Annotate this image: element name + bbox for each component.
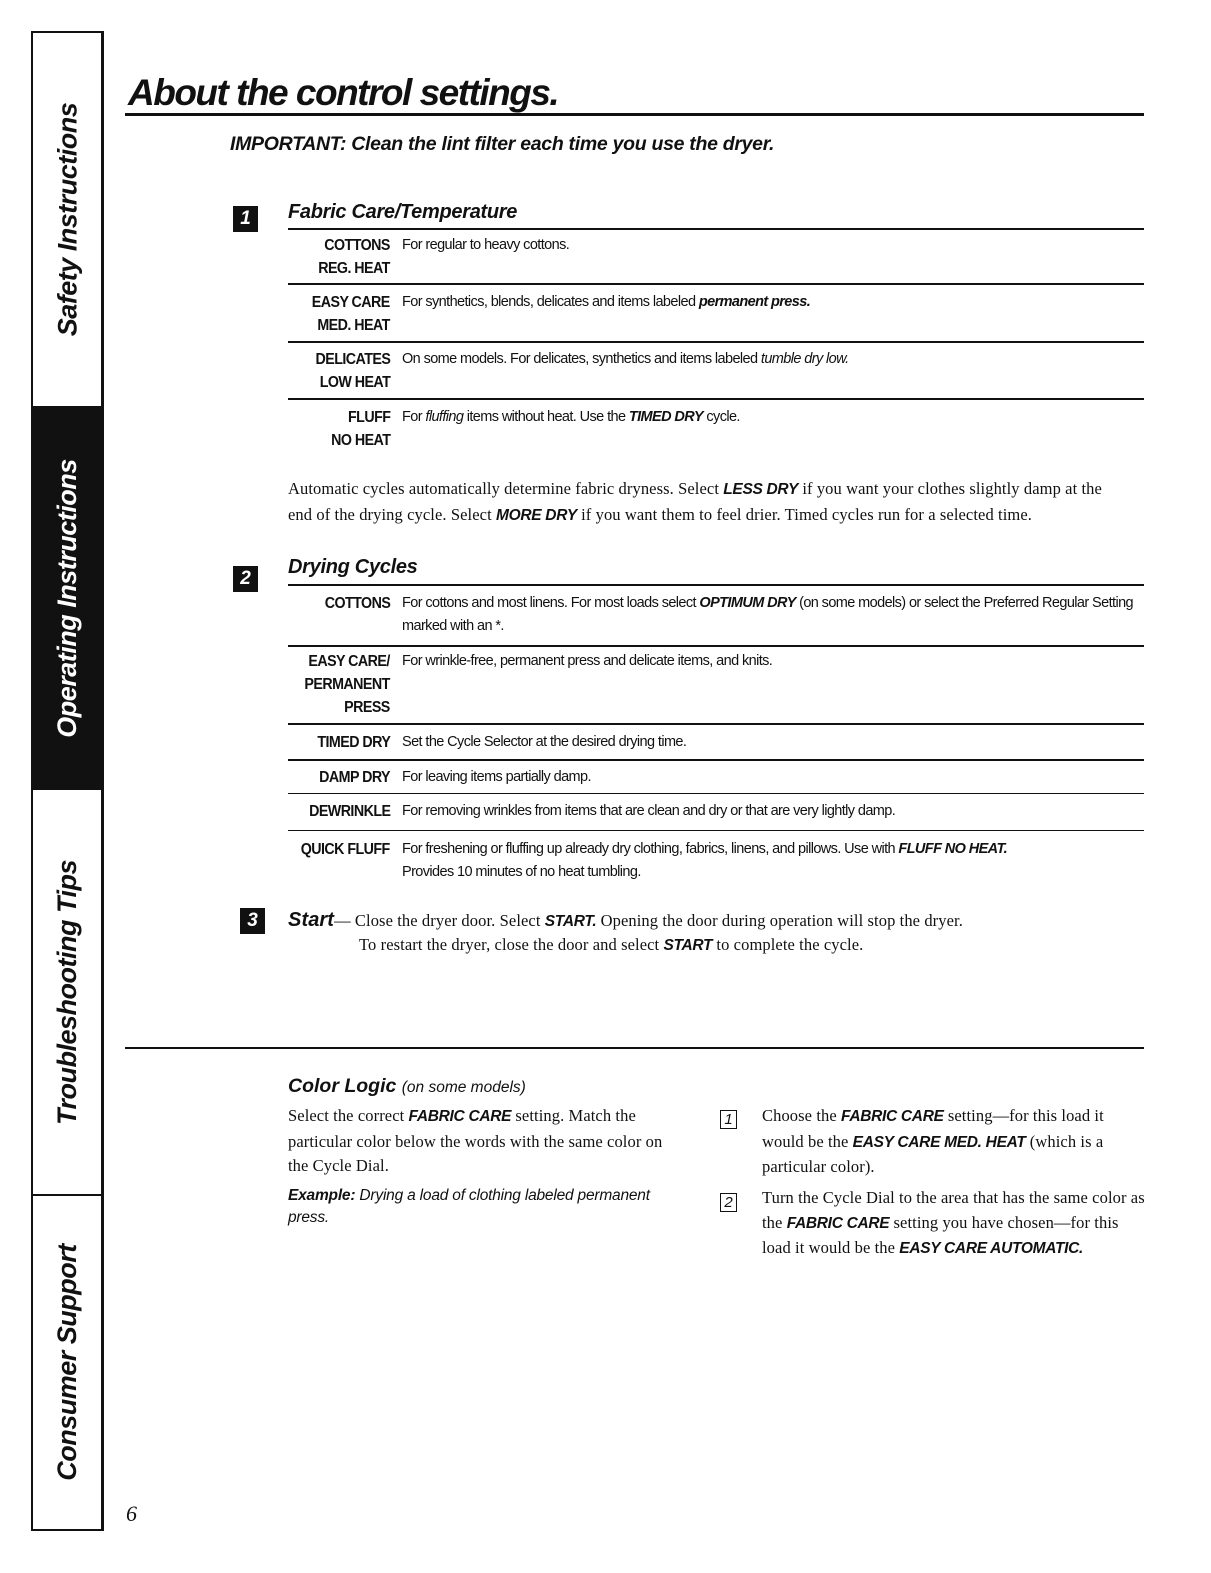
tab-label: Operating Instructions bbox=[52, 458, 82, 738]
row-rule bbox=[288, 645, 1144, 647]
tab-divider bbox=[101, 31, 104, 1531]
row-term: TIMED DRY bbox=[317, 734, 390, 751]
section-tab-strip bbox=[31, 31, 102, 1531]
tab-label: Safety Instructions bbox=[52, 102, 82, 337]
step-box-2: 2 bbox=[720, 1193, 737, 1212]
row-term: DAMP DRY bbox=[319, 769, 390, 786]
row-term: FLUFF NO HEAT bbox=[330, 409, 390, 449]
step-number-3: 3 bbox=[240, 908, 265, 934]
page-number: 6 bbox=[126, 1501, 137, 1526]
row-description: For leaving items partially damp. bbox=[402, 769, 591, 785]
start-paragraph-line2: To restart the dryer, close the door and select START to complete the cycle. bbox=[359, 935, 864, 954]
row-description: For synthetics, blends, delicates and items labeled permanent press. bbox=[402, 294, 811, 310]
row-term: DEWRINKLE bbox=[308, 803, 390, 820]
row-description: For fluffing items without heat. Use the TIMED DRY cycle. bbox=[402, 409, 740, 425]
row-term: QUICK FLUFF bbox=[301, 841, 390, 858]
tab-label: Troubleshooting Tips bbox=[52, 859, 82, 1125]
row-term: EASY CARE MED. HEAT bbox=[312, 294, 390, 334]
row-rule bbox=[288, 793, 1144, 794]
row-rule bbox=[288, 398, 1144, 400]
page-title: About the control settings. bbox=[128, 72, 559, 113]
color-logic-step-2: Turn the Cycle Dial to the area that has the same color as the FABRIC CARE setting you have chosen—for this load it would be the EASY CARE AUTOMATIC. bbox=[762, 1188, 1145, 1257]
row-rule bbox=[288, 283, 1144, 285]
row-rule bbox=[288, 759, 1144, 761]
automatic-cycles-paragraph: Automatic cycles automatically determine fabric dryness. Select LESS DRY if you want your clothes slightly damp at the end of the drying cycle. Select MORE DRY if you want them to feel drier. Timed cycles run for a selected time. bbox=[288, 479, 1102, 524]
row-term: EASY CARE/ PERMANENT PRESS bbox=[304, 653, 390, 716]
row-term: COTTONS bbox=[324, 595, 390, 612]
section-divider bbox=[125, 1047, 1144, 1049]
tab-consumer-support[interactable] bbox=[33, 1196, 102, 1529]
row-term: COTTONS REG. HEAT bbox=[318, 237, 390, 277]
row-description: For cottons and most linens. For most loads select OPTIMUM DRY (on some models) or select the Preferred Regular Setting marked with an *. bbox=[402, 595, 1133, 634]
step-number-1: 1 bbox=[233, 206, 258, 232]
color-logic-heading: Color Logic (on some models) bbox=[288, 1075, 526, 1097]
important-note: IMPORTANT: Clean the lint filter each time you use the dryer. bbox=[230, 133, 775, 155]
step-number-2: 2 bbox=[233, 566, 258, 592]
row-rule bbox=[288, 723, 1144, 725]
row-term: DELICATES LOW HEAT bbox=[315, 351, 390, 391]
step-box-1: 1 bbox=[720, 1110, 737, 1129]
section-heading-drying-cycles: Drying Cycles bbox=[288, 556, 418, 578]
row-description: For wrinkle-free, permanent press and delicate items, and knits. bbox=[402, 653, 773, 669]
row-description: For freshening or fluffing up already dry clothing, fabrics, linens, and pillows. Use with FLUFF NO HEAT. Provides 10 minutes of no heat tumbling. bbox=[402, 841, 1008, 880]
tab-troubleshooting-tips[interactable] bbox=[33, 790, 102, 1196]
color-logic-step-1: Choose the FABRIC CARE setting—for this load it would be the EASY CARE MED. HEAT (which is a particular color). bbox=[762, 1106, 1104, 1176]
color-logic-example: Example: Drying a load of clothing labeled permanent press. bbox=[288, 1187, 650, 1226]
title-rule bbox=[125, 113, 1144, 116]
row-description: For removing wrinkles from items that are clean and dry or that are very lightly damp. bbox=[402, 803, 896, 819]
section-heading-fabric-care: Fabric Care/Temperature bbox=[288, 201, 518, 223]
start-paragraph: Start— Close the dryer door. Select START. Opening the door during operation will stop the dryer. bbox=[288, 909, 963, 931]
row-description: On some models. For delicates, synthetics and items labeled tumble dry low. bbox=[402, 351, 849, 367]
row-description: For regular to heavy cottons. bbox=[402, 237, 570, 253]
color-logic-intro: Select the correct FABRIC CARE setting. Match the particular color below the words with the same color on the Cycle Dial. bbox=[288, 1106, 663, 1175]
tab-operating-instructions[interactable] bbox=[33, 408, 102, 790]
row-rule bbox=[288, 830, 1144, 831]
row-rule bbox=[288, 341, 1144, 343]
tab-label: Consumer Support bbox=[52, 1244, 83, 1481]
row-description: Set the Cycle Selector at the desired drying time. bbox=[402, 734, 687, 750]
tab-safety-instructions[interactable] bbox=[33, 33, 102, 408]
section-rule bbox=[288, 228, 1144, 230]
section-rule bbox=[288, 584, 1144, 586]
